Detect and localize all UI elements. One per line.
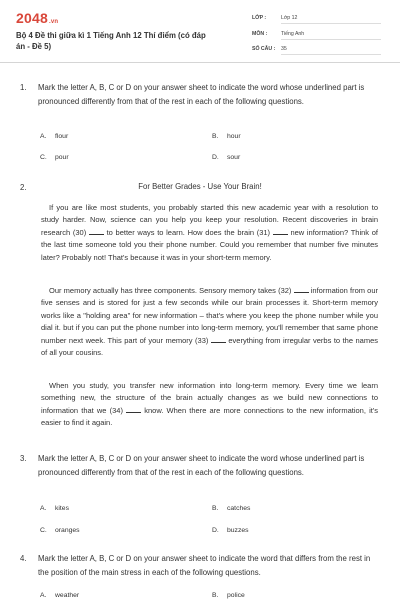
logo-suffix: .vn (48, 19, 59, 25)
option-text: kites (55, 505, 69, 512)
option-d[interactable] (212, 154, 240, 161)
meta-label: SỐ CÂU : (252, 46, 276, 52)
question-number: 2. (20, 183, 27, 192)
meta-label: LỚP : (252, 15, 267, 21)
passage-paragraph (41, 380, 378, 430)
passage-paragraph (41, 285, 378, 359)
meta-row-count (252, 46, 381, 55)
header-divider (0, 62, 400, 63)
meta-value: Tiếng Anh (281, 31, 381, 40)
option-c[interactable] (40, 154, 69, 161)
question-3 (20, 452, 382, 479)
question-4 (20, 552, 382, 579)
option-text: oranges (55, 527, 80, 534)
option-b[interactable] (212, 592, 245, 599)
option-a[interactable] (40, 133, 68, 140)
answer-blank[interactable] (273, 227, 288, 235)
option-text: weather (55, 592, 80, 599)
option-letter: D. (212, 154, 219, 161)
page-header (0, 0, 400, 62)
meta-row-subject (252, 31, 381, 40)
option-letter: B. (212, 133, 219, 140)
passage-text: Our memory actually has three components. Sensory memory takes (32) (49, 286, 294, 295)
option-text: buzzes (227, 527, 249, 534)
option-text: catches (227, 505, 251, 512)
option-letter: B. (212, 505, 219, 512)
option-a[interactable] (40, 592, 79, 599)
meta-value: 35 (281, 46, 381, 55)
option-letter: D. (212, 527, 219, 534)
question-number: 3. (20, 454, 27, 463)
option-text: hour (227, 133, 241, 140)
option-letter: C. (40, 527, 47, 534)
question-1 (20, 81, 382, 108)
passage-paragraph (41, 202, 378, 264)
question-text: Mark the letter A, B, C or D on your answer sheet to indicate the word whose underlined part is pronounced differently from that of the rest in each of the following questions. (38, 454, 365, 477)
question-text: Mark the letter A, B, C or D on your answer sheet to indicate the word that differs from the rest in the position of the main stress in each of the following questions. (38, 554, 371, 577)
passage-text: information from our five senses and is stored for just a few seconds while our brain processes it. Short-term memory works like a "holding area" for new information – that's where you keep the phone number while you dial it. but if you can put the phone number into long-term memory, you'll remember that same phone number next week. This part of your memory (33) (41, 286, 378, 345)
passage-text: everything from irregular verbs to the names of all your cousins. (41, 335, 378, 358)
question-number: 1. (20, 83, 27, 92)
option-b[interactable] (212, 505, 250, 512)
passage-text: When you study, you transfer new information into long-term memory. Every time we learn something new, the structure of the brain actually changes as we build new connections to information that we (34) (41, 381, 378, 415)
question-number: 4. (20, 554, 27, 563)
option-letter: C. (40, 154, 47, 161)
meta-row-class (252, 15, 381, 24)
option-a[interactable] (40, 505, 69, 512)
logo-text: 2048 (16, 10, 48, 26)
option-text: flour (55, 133, 69, 140)
option-letter: B. (212, 592, 219, 599)
option-text: pour (55, 154, 69, 161)
document-title: Bộ 4 Đề thi giữa kì 1 Tiếng Anh 12 Thí điểm (có đáp án - Đề 5) (16, 31, 206, 51)
option-text: sour (227, 154, 241, 161)
site-logo[interactable] (16, 10, 58, 26)
passage-text: to better ways to learn. How does the brain (31) (103, 227, 273, 237)
answer-blank[interactable] (211, 335, 226, 343)
answer-blank[interactable] (126, 405, 141, 413)
option-letter: A. (40, 133, 47, 140)
option-letter: A. (40, 592, 47, 599)
option-letter: A. (40, 505, 47, 512)
question-text: Mark the letter A, B, C or D on your answer sheet to indicate the word whose underlined part is pronounced differently from that of the rest in each of the following questions. (38, 83, 365, 106)
option-b[interactable] (212, 133, 241, 140)
answer-blank[interactable] (294, 285, 309, 293)
passage-text: know. When there are more connections to the new information, it's easier to find it again. (41, 405, 378, 428)
option-c[interactable] (40, 527, 80, 534)
answer-blank[interactable] (89, 227, 104, 235)
meta-value: Lớp 12 (281, 15, 381, 24)
passage-text: new information? Think of the last time someone told you their phone number. Could you remember that number five minutes later? Probably not! That's because it was in your short-term memory. (41, 227, 379, 262)
meta-label: MÔN : (252, 31, 268, 37)
passage-title: For Better Grades - Use Your Brain! (138, 182, 262, 191)
option-d[interactable] (212, 527, 249, 534)
option-text: police (227, 592, 245, 599)
passage-text: If you are like most students, you probably started this new academic year with a resolution to study harder. Now, science can you help you keep your resolution. Recent discoveries in brain research (30) (41, 203, 378, 237)
